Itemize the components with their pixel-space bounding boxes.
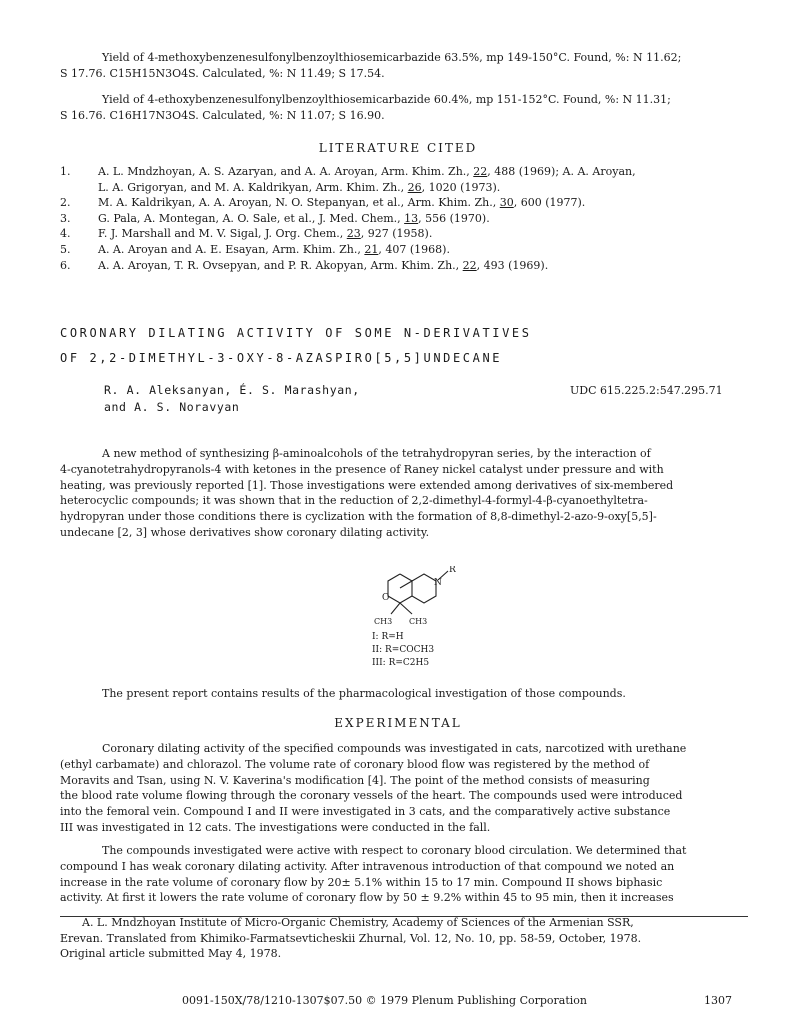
reference-number: 6. [60, 258, 71, 272]
text-line: into the femoral vein. Compound I and II were investigated in 3 cats, and the comparatively active substance [60, 805, 671, 819]
udc-code: UDC 615.225.2:547.295.71 [570, 384, 723, 397]
text-line: undecane [2, 3] whose derivatives show coronary dilating activity. [60, 525, 430, 539]
reference-text: G. Pala, A. Montegan, A. O. Sale, et al., J. Med. Chem., [98, 211, 405, 225]
reference-item [60, 211, 750, 227]
reference-text: , 1020 (1973). [421, 180, 501, 194]
compound-roman: I: [372, 632, 379, 642]
article-title-line-2: OF 2,2-DIMETHYL-3-OXY-8-AZASPIRO[5,5]UNDECANE [60, 351, 503, 365]
footnote [60, 915, 750, 962]
yield-paragraph-1 [60, 50, 750, 81]
r-label: R [449, 566, 456, 575]
methyl-left-label: CH3 [374, 617, 393, 626]
text-line: increase in the rate volume of coronary flow by 20± 5.1% within 15 to 17 min. Compound II shows biphasic [60, 875, 663, 889]
text-line: compound I has weak coronary dilating activity. After intravenous introduction of that compound we noted an [60, 859, 675, 873]
reference-item [60, 258, 750, 274]
text-line: activity. At first it lowers the rate volume of coronary flow by 50 ± 9.2% within 45 to 95 min, then it increases [60, 891, 674, 905]
reference-text: M. A. Kaldrikyan, A. A. Aroyan, N. O. Stepanyan, et al., Arm. Khim. Zh., [98, 196, 500, 210]
experimental-paragraph-1 [60, 741, 750, 836]
reference-text: L. A. Grigoryan, and M. A. Kaldrikyan, Arm. Khim. Zh., [98, 180, 408, 194]
compound-roman: II: [372, 645, 383, 655]
reference-text: , 488 (1969); A. A. Aroyan, [487, 165, 636, 178]
reference-text: A. A. Aroyan and A. E. Esayan, Arm. Khim. Zh., [98, 242, 365, 256]
yield-paragraph-2 [60, 92, 750, 123]
reference-volume: 22 [473, 165, 488, 178]
reference-text: F. J. Marshall and M. V. Sigal, J. Org. Chem., [98, 227, 347, 241]
reference-number: 5. [60, 242, 71, 256]
reference-text: A. A. Aroyan, T. R. Ovsepyan, and P. R. Akopyan, Arm. Khim. Zh., [98, 258, 463, 272]
text-line: The present report contains results of the pharmacological investigation of those compounds. [102, 687, 626, 700]
compound-legend-item [372, 645, 434, 655]
oxygen-label: O [382, 593, 390, 603]
yield-line: Yield of 4-ethoxybenzenesulfonylbenzoylthiosemicarbazide 60.4%, mp 151-152°C. Found, %: N 11.31; [102, 93, 671, 106]
compound-legend-item [372, 658, 429, 668]
reference-number: 4. [60, 227, 71, 241]
reference-text: A. L. Mndzhoyan, A. S. Azaryan, and A. A. Aroyan, Arm. Khim. Zh., [98, 165, 474, 178]
literature-heading: LITERATURE CITED [318, 141, 478, 155]
yield-line: S 16.76. C16H17N3O4S. Calculated, %: N 11.07; S 16.90. [60, 108, 385, 122]
text-line: (ethyl carbamate) and chlorazol. The volume rate of coronary blood flow was registered by the method of [60, 757, 650, 771]
summary-paragraph [60, 686, 750, 702]
compound-substituent: R=H [381, 632, 404, 642]
text-line: the blood rate volume flowing through the coronary vessels of the heart. The compounds used were introduced [60, 789, 683, 803]
compound-roman: III: [372, 658, 386, 668]
reference-text: , 600 (1977). [513, 196, 586, 210]
reference-volume: 22 [462, 258, 477, 272]
reference-number: 2. [60, 196, 71, 210]
text-line: heating, was previously reported [1]. Those investigations were extended among derivatives of six-membered [60, 478, 674, 492]
copyright-code: 0091-150X/78/1210-1307$07.50 © 1979 Plenum Publishing Corporation [182, 994, 588, 1007]
reference-volume: 13 [404, 211, 419, 225]
authors-line: R. A. Aleksanyan, É. S. Marashyan, [104, 383, 360, 397]
text-line: Coronary dilating activity of the specified compounds was investigated in cats, narcotized with urethane [102, 742, 687, 755]
compound-legend-item [372, 632, 404, 642]
experimental-heading: EXPERIMENTAL [334, 716, 462, 730]
text-line: Moravits and Tsan, using N. V. Kaverina's modification [4]. The point of the method consists of measuring [60, 773, 650, 787]
reference-text: , 407 (1968). [378, 242, 450, 256]
reference-item [60, 226, 750, 242]
text-line: A new method of synthesizing β-aminoalcohols of the tetrahydropyran series, by the interaction of [102, 447, 651, 460]
reference-volume: 30 [499, 196, 514, 210]
yield-line: S 17.76. C15H15N3O4S. Calculated, %: N 11.49; S 17.54. [60, 66, 385, 80]
reference-volume: 26 [407, 180, 422, 194]
reference-volume: 23 [346, 227, 361, 241]
footnote-line: Erevan. Translated from Khimiko-Farmatsevticheskii Zhurnal, Vol. 12, No. 10, pp. 58-59, October, 1978. [60, 931, 642, 945]
authors-line: and A. S. Noravyan [104, 400, 240, 414]
footnote-line: Original article submitted May 4, 1978. [60, 947, 282, 961]
reference-text: , 556 (1970). [418, 211, 490, 225]
intro-paragraph [60, 446, 750, 541]
reference-item [60, 242, 750, 258]
reference-text: , 927 (1958). [360, 227, 433, 241]
compound-substituent: R=C2H5 [388, 658, 430, 668]
article-title-line-1: CORONARY DILATING ACTIVITY OF SOME N-DERIVATIVES [60, 326, 532, 340]
reference-number: 3. [60, 211, 71, 225]
authors [104, 382, 360, 416]
reference-text: , 493 (1969). [476, 258, 549, 272]
reference-number: 1. [60, 165, 71, 178]
text-line: III was investigated in 12 cats. The investigations were conducted in the fall. [60, 820, 491, 834]
yield-line: Yield of 4-methoxybenzenesulfonylbenzoylthiosemicarbazide 63.5%, mp 149-150°C. Found, %: N 11.62; [102, 51, 682, 64]
reference-item [60, 195, 750, 211]
text-line: heterocyclic compounds; it was shown that in the reduction of 2,2-dimethyl-4-formyl-4-β-cyanoethyltetra- [60, 494, 648, 508]
methyl-right-label: CH3 [409, 617, 428, 626]
compound-substituent: R=COCH3 [385, 645, 435, 655]
text-line: The compounds investigated were active with respect to coronary blood circulation. We determined that [102, 844, 687, 857]
reference-volume: 21 [364, 242, 379, 256]
reference-list [60, 164, 750, 273]
text-line: 4-cyanotetrahydropyranols-4 with ketones in the presence of Raney nickel catalyst under pressure and with [60, 462, 664, 476]
nitrogen-label: N [434, 578, 442, 588]
text-line: hydropyran under those conditions there is cyclization with the formation of 8,8-dimethyl-2-azo-9-oxy[5,5]- [60, 510, 657, 524]
reference-item [60, 164, 750, 195]
footnote-line: A. L. Mndzhoyan Institute of Micro-Organic Chemistry, Academy of Sciences of the Armenian SSR, [82, 916, 634, 929]
experimental-paragraph-2 [60, 843, 750, 906]
page-number: 1307 [704, 994, 732, 1007]
